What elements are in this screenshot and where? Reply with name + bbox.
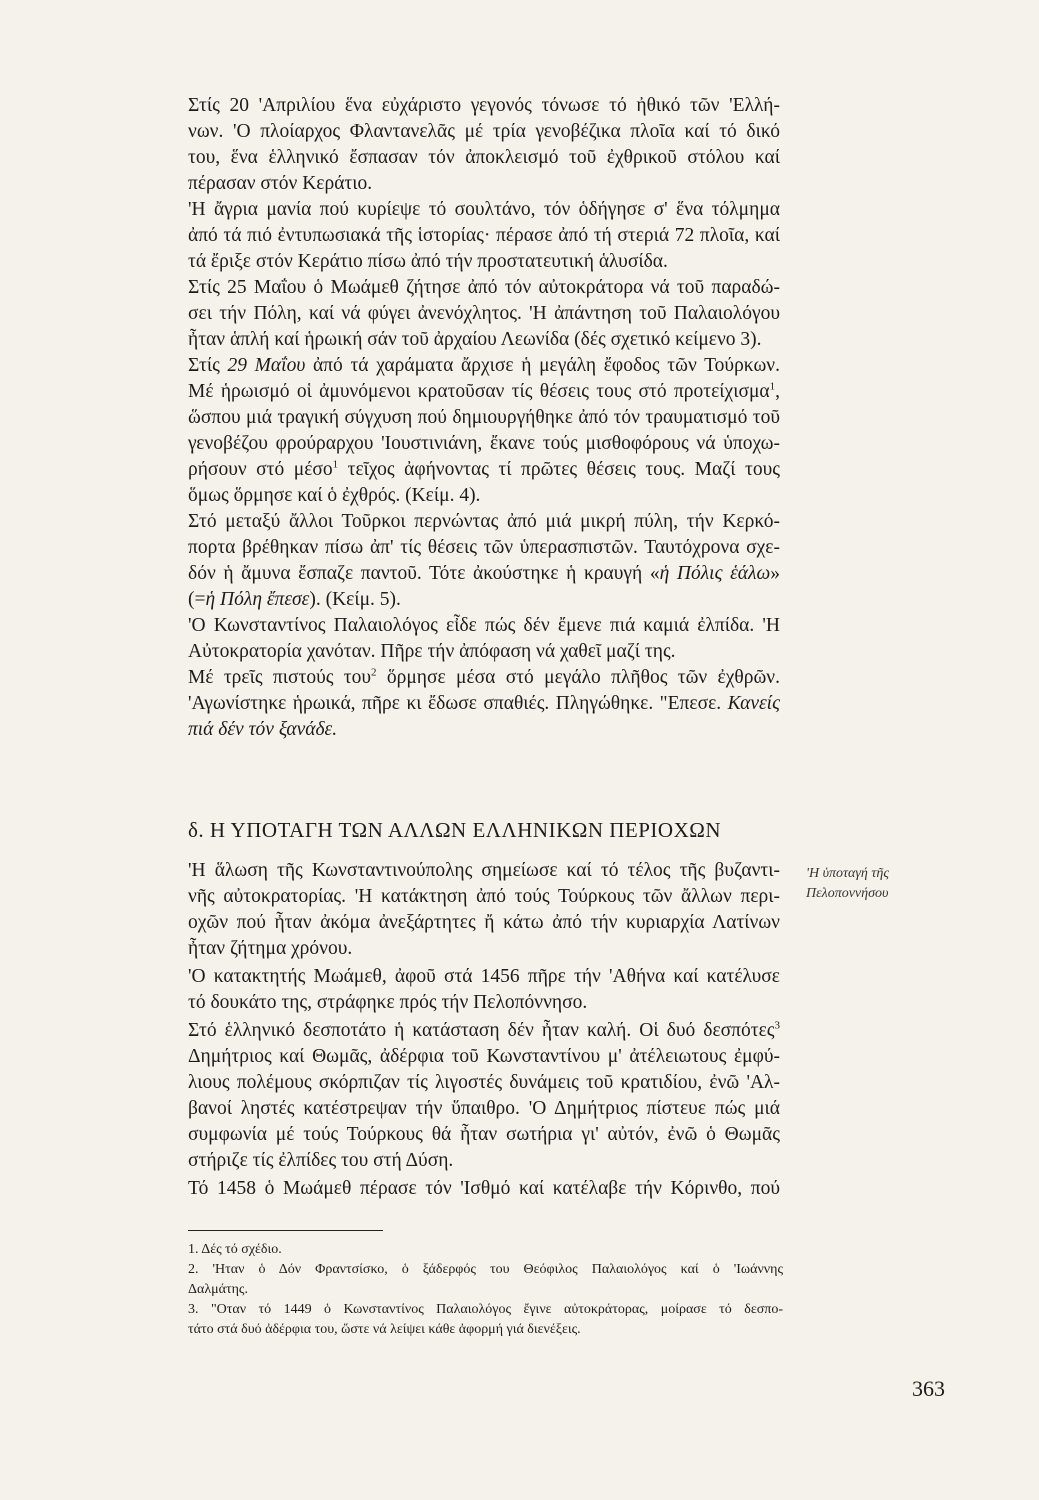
footnote-rule bbox=[188, 1230, 383, 1231]
text-line bbox=[188, 665, 780, 691]
text-line: Αὐτοκρατορία χανόταν. Πῆρε τήν ἀπόφαση νά χαθεῖ μαζί της. bbox=[188, 641, 676, 662]
text-line: οχῶν πού ἦταν ἀκόμα ἀνεξάρτητες ἤ κάτω ἀπό τήν κυριαρχία Λατίνων bbox=[188, 912, 780, 933]
text-line: Τό 1458 ὁ Μωάμεθ πέρασε τόν 'Ισθμό καί κατέλαβε τήν Κόρινθο, πού bbox=[188, 1178, 780, 1199]
quote-italic: ἡ Πόλις ἑάλω bbox=[659, 563, 771, 584]
text-line: Στίς 25 Μαΐου ὁ Μωάμεθ ζήτησε ἀπό τόν αὐτοκράτορα νά τοῦ παραδώ- bbox=[188, 277, 780, 298]
text-fragment: δόν ἡ ἄμυνα ἔσπαζε παντοῦ. Τότε ἀκούστηκε ἡ κραυγή « bbox=[188, 563, 660, 584]
footnote-ref: 1 bbox=[769, 380, 776, 393]
text-fragment: Στό ἑλληνικό δεσποτάτο ἡ κατάσταση δέν ἦταν καλή. Οἱ δυό δεσπότες bbox=[188, 1020, 775, 1041]
text-line bbox=[188, 587, 780, 613]
margin-note bbox=[806, 864, 946, 904]
main-text-upper bbox=[188, 93, 780, 743]
text-line: πέρασαν στόν Κεράτιο. bbox=[188, 173, 373, 194]
text-line: γενοβέζου φρούραρχου 'Ιουστινιάνη, ἔκανε τούς μισθοφόρους νά ὑποχω- bbox=[188, 433, 780, 454]
text-line bbox=[188, 1018, 780, 1044]
quote-italic: ἡ Πόλη ἔπεσε bbox=[205, 589, 310, 610]
footnote-3-cont: τάτο στά δυό ἀδέρφια του, ὥστε νά λείψει κάθε ἀφορμή γιά διενέξεις. bbox=[188, 1322, 581, 1337]
text-fragment: , bbox=[775, 381, 780, 402]
footnote-1: 1. Δές τό σχέδιο. bbox=[188, 1242, 282, 1257]
text-line: 'Ο Κωνσταντίνος Παλαιολόγος εἶδε πώς δέν ἔμενε πιά καμιά ἐλπίδα. 'Η bbox=[188, 615, 780, 636]
text-line: τά ἔριξε στόν Κεράτιο πίσω ἀπό τήν προστατευτική ἁλυσίδα. bbox=[188, 251, 668, 272]
text-fragment: Μέ τρεῖς πιστούς του bbox=[188, 667, 372, 688]
footnote-ref: 2 bbox=[371, 666, 377, 679]
section-heading: δ. Η ΥΠΟΤΑΓΗ ΤΩΝ ΑΛΛΩΝ ΕΛΛΗΝΙΚΩΝ ΠΕΡΙΟΧΩΝ bbox=[188, 818, 722, 842]
text-fragment: ). (Κείμ. 5). bbox=[309, 589, 401, 610]
text-fragment: » bbox=[770, 563, 780, 584]
text-line bbox=[188, 691, 780, 717]
text-italic: Κανείς bbox=[727, 693, 780, 714]
date-italic: 29 Μαΐου bbox=[227, 355, 306, 376]
text-line: ὥσπου μιά τραγική σύγχυση πού δημιουργήθηκε ἀπό τόν τραυματισμό τοῦ bbox=[188, 407, 780, 428]
text-line: Στίς 20 'Απριλίου ἕνα εὐχάριστο γεγονός τόνωσε τό ἠθικό τῶν 'Ελλή- bbox=[188, 95, 780, 116]
footnote-ref: 1 bbox=[332, 458, 339, 471]
footnote-2-cont: Δαλμάτης. bbox=[188, 1282, 248, 1297]
text-fragment: ὅρμησε μέσα στό μεγάλο πλῆθος τῶν ἐχθρῶν. bbox=[376, 667, 780, 688]
text-line: πορτα βρέθηκαν πίσω ἀπ' τίς θέσεις τῶν ὑπερασπιστῶν. Ταυτόχρονα σχε- bbox=[188, 537, 780, 558]
text-line: 'Ο κατακτητής Μωάμεθ, ἀφοῦ στά 1456 πῆρε τήν 'Αθήνα καί κατέλυσε bbox=[188, 966, 780, 987]
text-fragment: ἀπό τά χαράματα ἄρχισε ἡ μεγάλη ἔφοδος τῶν Τούρκων. bbox=[305, 355, 780, 376]
text-line: ὅμως ὅρμησε καί ὁ ἐχθρός. (Κείμ. 4). bbox=[188, 485, 481, 506]
margin-note-line: 'Η ὑποταγή τῆς bbox=[806, 866, 890, 881]
text-line: λιους πολέμους σκόρπιζαν τίς λιγοστές δυνάμεις τοῦ κρατιδίου, ἐνῶ 'Αλ- bbox=[188, 1072, 780, 1093]
text-line: στήριζε τίς ἐλπίδες του στή Δύση. bbox=[188, 1150, 454, 1171]
text-line: Δημήτριος καί Θωμᾶς, ἀδέρφια τοῦ Κωνσταντίνου μ' ἀτέλειωτους ἐμφύ- bbox=[188, 1046, 780, 1067]
text-line: 'Η ἅλωση τῆς Κωνσταντινούπολης σημείωσε καί τό τέλος τῆς βυζαντι- bbox=[188, 860, 780, 881]
footnote-ref: 3 bbox=[774, 1019, 780, 1032]
text-fragment: τεῖχος ἀφήνοντας τί πρῶτες θέσεις τους. Μαζί τους bbox=[338, 459, 780, 480]
footnote-2: 2. 'Ηταν ὁ Δόν Φραντσίσκο, ὁ ξάδερφός του Θεόφιλος Παλαιολόγος καί ὁ 'Ιωάννης bbox=[188, 1262, 783, 1277]
text-line bbox=[188, 561, 780, 587]
text-line bbox=[188, 379, 780, 405]
footnotes bbox=[188, 1240, 783, 1340]
text-line: του, ἕνα ἑλληνικό ἔσπασαν τόν ἀποκλεισμό τοῦ ἐχθρικοῦ στόλου καί bbox=[188, 147, 780, 168]
text-italic: πιά δέν τόν ξανάδε. bbox=[188, 719, 338, 740]
page-number: 363 bbox=[912, 1376, 945, 1401]
text-line: ἦταν ζήτημα χρόνου. bbox=[188, 938, 353, 959]
text-line: τό δουκάτο της, στράφηκε πρός τήν Πελοπόννησο. bbox=[188, 992, 588, 1013]
text-fragment: 'Αγωνίστηκε ἡρωικά, πῆρε κι ἔδωσε σπαθιές. Πληγώθηκε. "Επεσε. bbox=[188, 693, 728, 714]
margin-note-line: Πελοποννήσου bbox=[806, 886, 889, 901]
text-line: 'Η ἄγρια μανία πού κυρίεψε τό σουλτάνο, τόν ὁδήγησε σ' ἕνα τόλμημα bbox=[188, 199, 780, 220]
text-line: νων. 'Ο πλοίαρχος Φλαντανελᾶς μέ τρία γενοβέζικα πλοῖα καί τό δικό bbox=[188, 121, 780, 142]
text-line: νῆς αὐτοκρατορίας. 'Η κατάκτηση ἀπό τούς Τούρκους τῶν ἄλλων περι- bbox=[188, 886, 780, 907]
text-line: ἀπό τά πιό ἐντυπωσιακά τῆς ἱστορίας· πέρασε ἀπό τή στεριά 72 πλοῖα, καί bbox=[188, 225, 780, 246]
text-line bbox=[188, 717, 780, 743]
text-line: σει τήν Πόλη, καί νά φύγει ἀνενόχλητος. 'Η ἀπάντηση τοῦ Παλαιολόγου bbox=[188, 303, 780, 324]
text-fragment: Στίς bbox=[188, 355, 228, 376]
text-fragment: ρήσουν στό μέσο bbox=[188, 459, 333, 480]
text-fragment: Μέ ἡρωισμό οἱ ἀμυνόμενοι κρατοῦσαν τίς θέσεις τους στό προτείχισμα bbox=[188, 381, 770, 402]
text-line: συμφωνία μέ τούς Τούρκους θά ἦταν σωτήρια γι' αὐτόν, ἐνῶ ὁ Θωμᾶς bbox=[188, 1124, 780, 1145]
text-line bbox=[188, 353, 780, 379]
text-line: βανοί ληστές κατέστρεψαν τήν ὕπαιθρο. 'Ο Δημήτριος πίστευε πώς μιά bbox=[188, 1098, 780, 1119]
text-fragment: (= bbox=[188, 589, 206, 610]
footnote-3: 3. "Οταν τό 1449 ὁ Κωνσταντίνος Παλαιολόγος ἔγινε αὐτοκράτορας, μοίρασε τό δεσπο- bbox=[188, 1302, 783, 1317]
text-line bbox=[188, 457, 780, 483]
text-line: ἦταν ἁπλή καί ἡρωική σάν τοῦ ἀρχαίου Λεωνίδα (δές σχετικό κείμενο 3). bbox=[188, 329, 762, 350]
text-line: Στό μεταξύ ἄλλοι Τοῦρκοι περνώντας ἀπό μιά μικρή πύλη, τήν Κερκό- bbox=[188, 511, 780, 532]
main-text-lower bbox=[188, 858, 780, 1202]
